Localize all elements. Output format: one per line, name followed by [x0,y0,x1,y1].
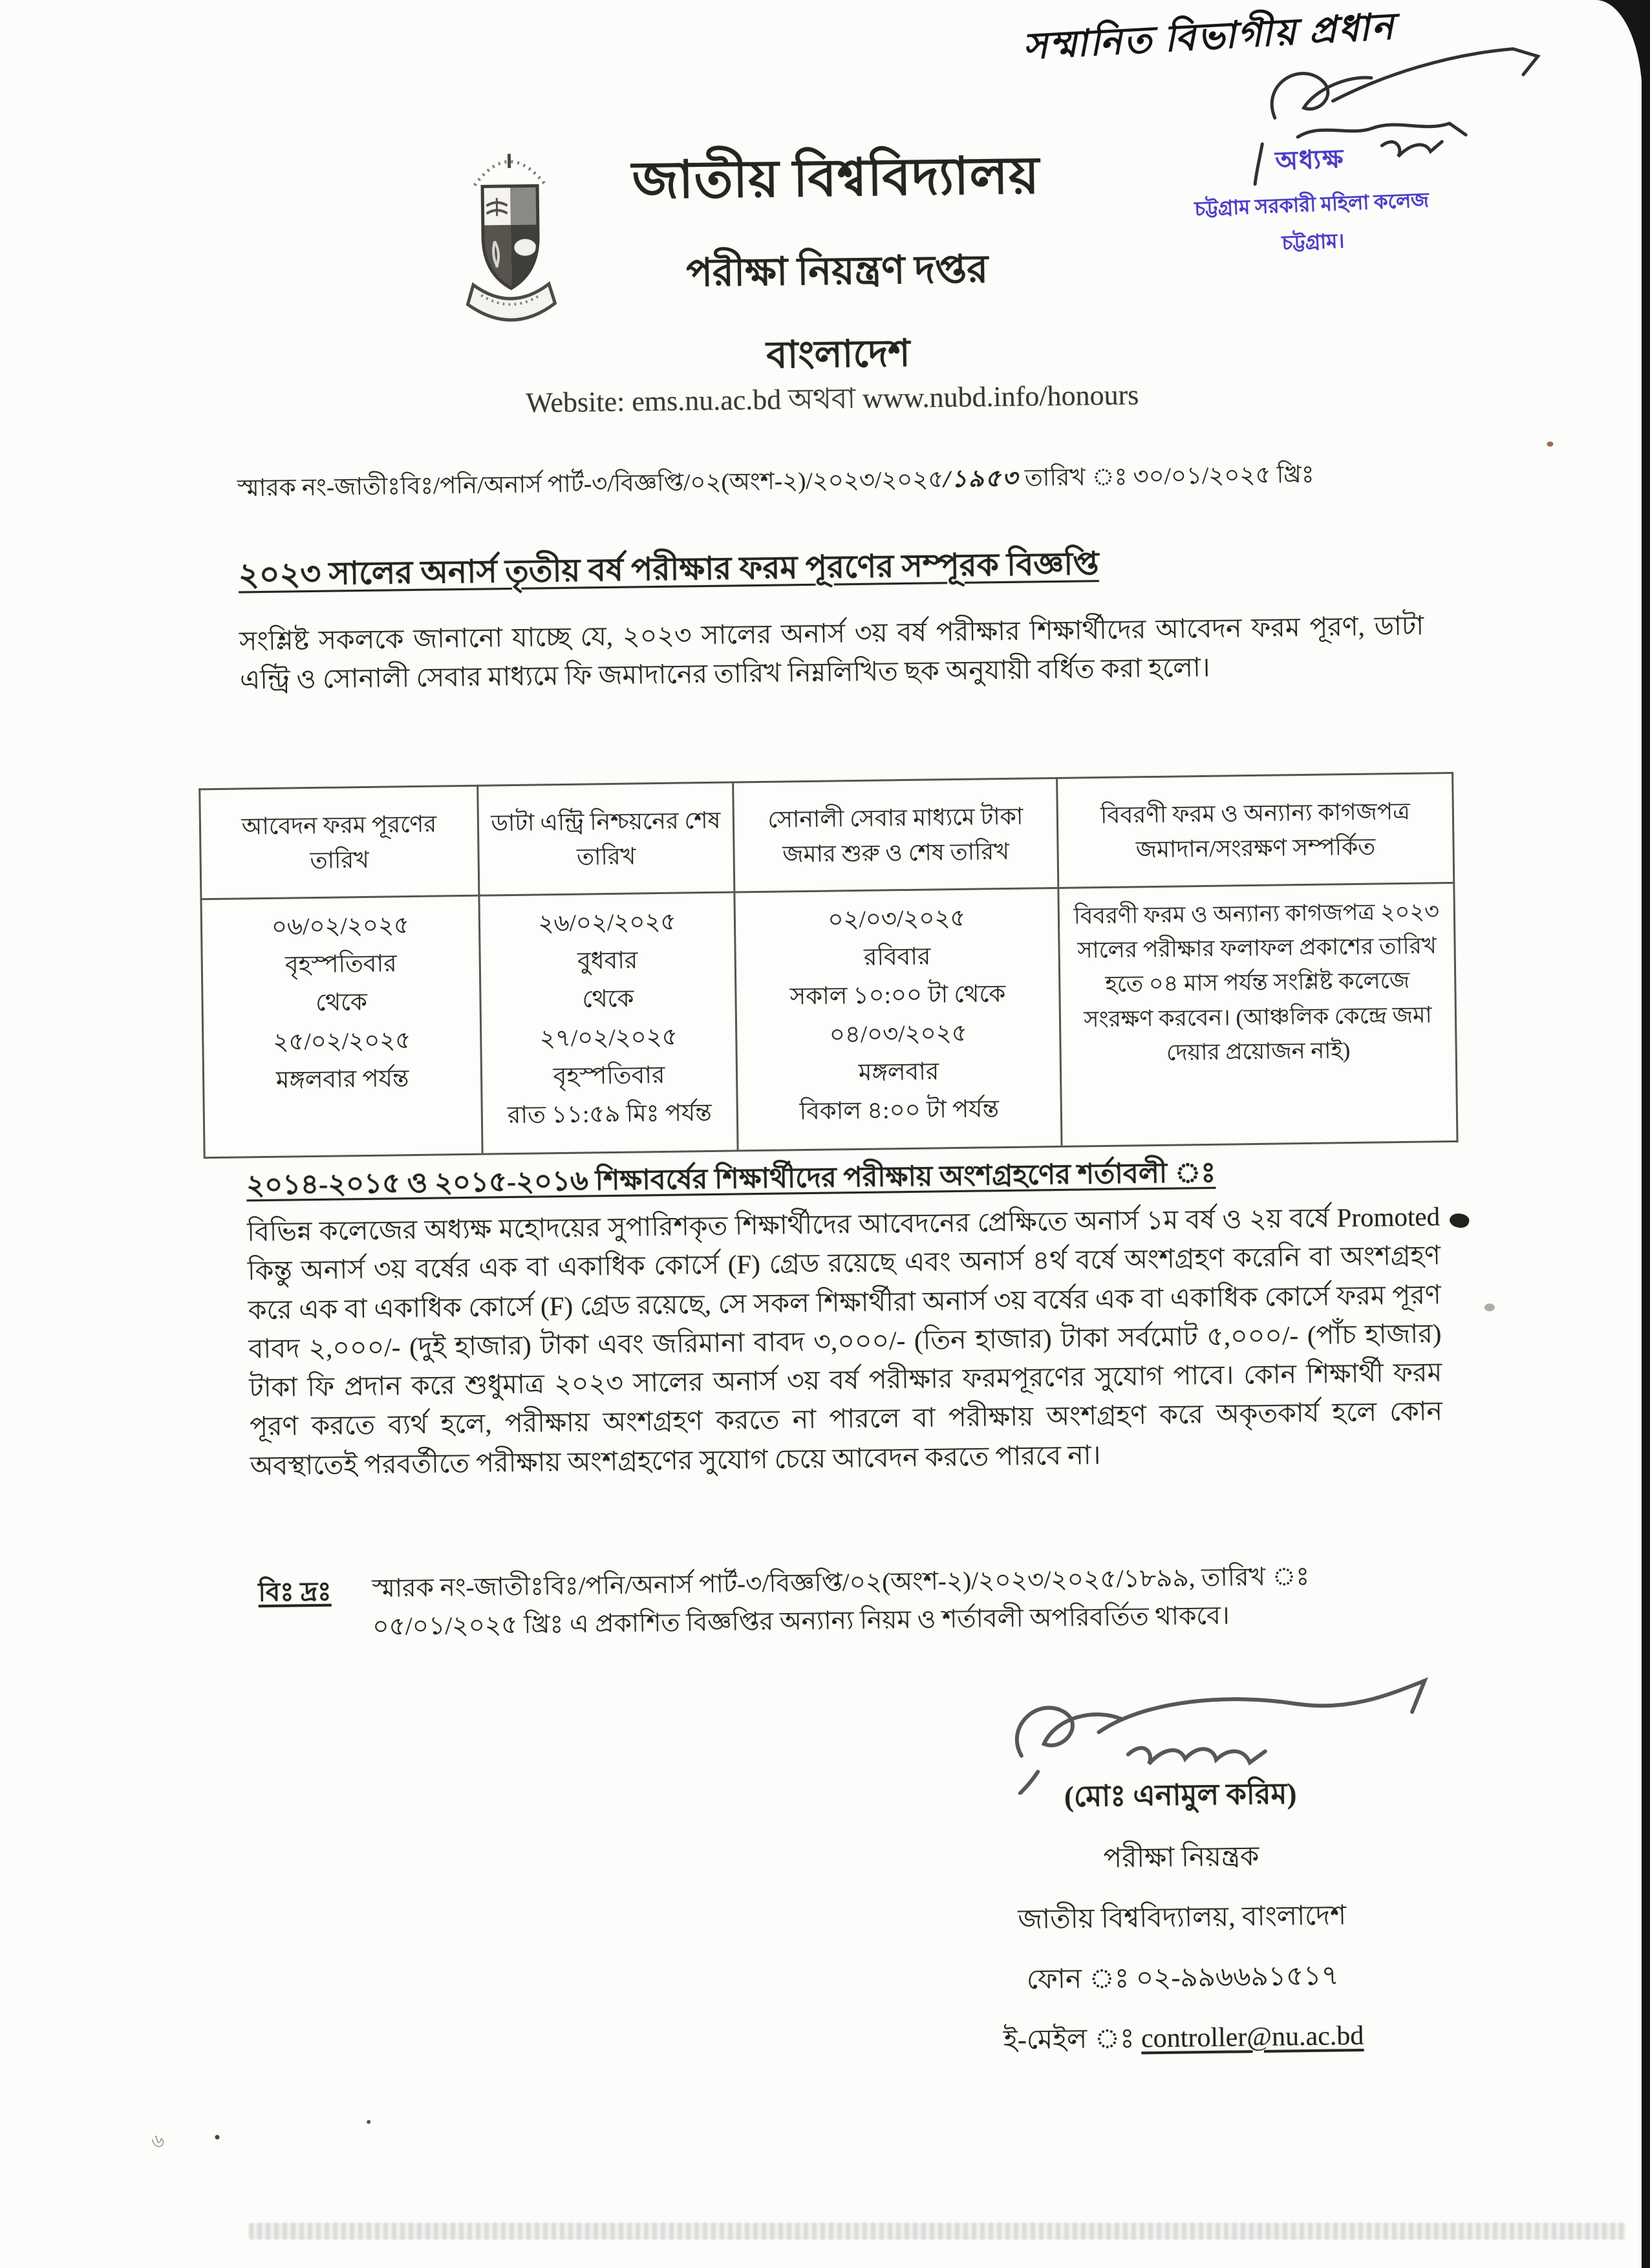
table-cell-sonali-dates [733,887,1060,1150]
table-header-documents: বিবরণী ফরম ও অন্যান্য কাগজপত্র জমাদান/সংরক্ষণ সম্পর্কিত [1056,772,1453,887]
table-header-application: আবেদন ফরম পূরণের তারিখ [198,785,478,899]
signatory-name: (মোঃ এনামুল করিম) [1064,1777,1297,1813]
table-line: বিকাল ৪:০০ টা পর্যন্ত [799,1096,1000,1126]
notice-title: ২০২৩ সালের অনার্স তৃতীয় বর্ষ পরীক্ষার ফরম পূরণের সম্পূরক বিজ্ঞপ্তি [238,546,1099,593]
email-address: controller@nu.ac.bd [1141,2020,1364,2054]
table-line: ০৬/০২/২০২৫ [271,912,410,941]
office-name: পরীক্ষা নিয়ন্ত্রণ দপ্তর [685,248,989,295]
ink-blob [1448,1211,1471,1230]
controller-signature-icon [959,1666,1452,1795]
memo-date: তারিখ ঃ ৩০/০১/২০২৫ খ্রিঃ [1018,461,1314,492]
stamp-college-name: চট্টগ্রাম সরকারী মহিলা কলেজ [1194,188,1430,220]
table-line: ২৬/০২/২০২৫ [538,908,676,937]
principal-signature-icon [1235,37,1560,190]
table-line: বৃহস্পতিবার [284,950,397,979]
conditions-paragraph: বিভিন্ন কলেজের অধ্যক্ষ মহোদয়ের সুপারিশকৃত শিক্ষার্থীদের আবেদনের প্রেক্ষিতে অনার্স ১ম বর্ষ ও ২য় বর্ষে Promoted কিন্তু অনার্স ৩য় বর্ষের এক বা একাধিক কোর্সে (F) গ্রেড রয়েছে এবং অনার্স ৪র্থ বর্ষে অংশগ্রহণ করেনি বা অংশগ্রহণ করে এক বা একাধিক কোর্সে (F) গ্রেড রয়েছে, সে সকল শিক্ষার্থীরা অনার্স ৩য় বর্ষের এক বা একাধিক কোর্সে ফরম পূরণ বাবদ ২,০০০/- (দুই হাজার) টাকা এবং জরিমানা বাবদ ৩,০০০/- (তিন হাজার) টাকা সর্বমোট ৫,০০০/- (পাঁচ হাজার) টাকা ফি প্রদান করে শুধুমাত্র ২০২৩ সালের অনার্স ৩য় বর্ষ পরীক্ষার ফরমপূরণের সুযোগ পাবে। কোন শিক্ষার্থী ফরম পূরণ করতে ব্যর্থ হলে, পরীক্ষায় অংশগ্রহণ করতে না পারলে বা পরীক্ষায় অংশগ্রহণ করে অকৃতকার্য হলে কোন অবস্থাতেই পরবর্তীতে পরীক্ষায় অংশগ্রহণের সুযোগ চেয়ে আবেদন করতে পারবে না। [246,1201,1443,1481]
memo-line [237,453,1453,510]
conditions-heading: ২০১৪-২০১৫ ও ২০১৫-২০১৬ শিক্ষাবর্ষের শিক্ষার্থীদের পরীক্ষায় অংশগ্রহণের শর্তাবলী ঃ [246,1157,1216,1201]
signatory-organization: জাতীয় বিশ্ববিদ্যালয়, বাংলাদেশ [1018,1901,1347,1935]
table-line: ২৫/০২/২০২৫ [273,1027,411,1056]
intro-paragraph: সংশ্লিষ্ট সকলকে জানানো যাচ্ছে যে, ২০২৩ সালের অনার্স ৩য় বর্ষ পরীক্ষার শিক্ষার্থীদের আবেদন ফরম পূরণ, ডাটা এন্ট্রি ও সোনালী সেবার মাধ্যমে ফি জমাদানের তারিখ নিম্নলিখিত ছক অনুযায়ী বর্ধিত করা হলো। [239,610,1424,695]
table-line: ২৭/০২/২০২৫ [539,1023,678,1053]
table-line: সকাল ১০:০০ টা থেকে [789,981,1006,1011]
table-line: থেকে [582,985,634,1013]
memo-number: স্মারক নং-জাতীঃবিঃ/পনি/অনার্স পার্ট-৩/বিজ্ঞপ্তি/০২(অংশ-২)/২০২৩/২০২৫ [237,466,944,502]
table-cell-data-entry-dates [478,892,736,1153]
signatory-designation: পরীক্ষা নিয়ন্ত্রক [1103,1841,1259,1874]
country-name: বাংলাদেশ [766,332,911,376]
website-line: Website: ems.nu.ac.bd অথবা www.nubd.info/honours [526,379,1139,419]
stamp-designation: অধ্যক্ষ [1274,144,1345,176]
page-rounded-corner [1585,0,1642,304]
scan-speck [1547,442,1553,447]
table-line: মঙ্গলবার পর্যন্ত [275,1065,409,1094]
email-label: ই-মেইল ঃ [1003,2024,1142,2056]
letterhead [570,134,1104,392]
scan-speck [215,2135,219,2139]
nu-emblem-icon [462,134,559,342]
signature-block [870,1769,1494,2066]
scanner-edge-strip [1642,0,1650,2268]
stray-pencil-mark: ৬ [149,2129,166,2153]
table-header-sonali: সোনালী সেবার মাধ্যমে টাকা জমার শুরু ও শেষ তারিখ [732,777,1057,892]
table-cell-application-dates [200,895,481,1157]
signatory-phone: ফোন ঃ ০২-৯৯৬৬৯১৫১৭ [1026,1961,1340,1995]
table-line: থেকে [315,989,368,1017]
scan-speck [367,2120,370,2124]
nb-label: বিঃ দ্রঃ [258,1576,332,1607]
table-line: বুধবার [577,947,638,975]
schedule-table [198,772,1458,1159]
table-line: ০৪/০৩/২০২৫ [829,1020,967,1049]
handwritten-routing-note: সম্মানিত বিভাগীয় প্রধান [1022,6,1397,68]
signatory-email-line [873,2012,1494,2066]
table-line: বৃহস্পতিবার [553,1062,665,1090]
table-line: রবিবার [863,943,931,972]
table-cell-documents: বিবরণী ফরম ও অন্যান্য কাগজপত্র ২০২৩ সালের পরীক্ষার ফলাফল প্রকাশের তারিখ হতে ০৪ মাস পর্যন্ত সংশ্লিষ্ট কলেজে সংরক্ষণ করবেন। (আঞ্চলিক কেন্দ্রে জমা দেয়ার প্রয়োজন নাই) [1057,882,1456,1146]
ink-smudge [1484,1303,1495,1311]
nb-text: স্মারক নং-জাতীঃবিঃ/পনি/অনার্স পার্ট-৩/বিজ্ঞপ্তি/০২(অংশ-২)/২০২৩/২০২৫/১৮৯৯, তারিখ ঃ ০৫/০১/২০২৫ খ্রিঃ এ প্রকাশিত বিজ্ঞপ্তির অন্যান্য নিয়ম ও শর্তাবলী অপরিবর্তিত থাকবে। [372,1562,1310,1641]
university-name: জাতীয় বিশ্ববিদ্যালয় [632,147,1040,210]
memo-number-handwritten: /১৯৫৩ [943,465,1019,493]
table-line: রাত ১১:৫৯ মিঃ পর্যন্ত [507,1099,712,1129]
table-line: ০২/০৩/২০২৫ [828,904,966,934]
nb-note [258,1557,1422,1648]
table-header-data-entry: ডাটা এন্ট্রি নিশ্চয়নের শেষ তারিখ [477,782,733,895]
table-line: মঙ্গলবার [858,1058,939,1086]
scan-noise-band [249,2223,1626,2240]
stamp-city: চট্টগ্রাম। [1281,229,1345,255]
